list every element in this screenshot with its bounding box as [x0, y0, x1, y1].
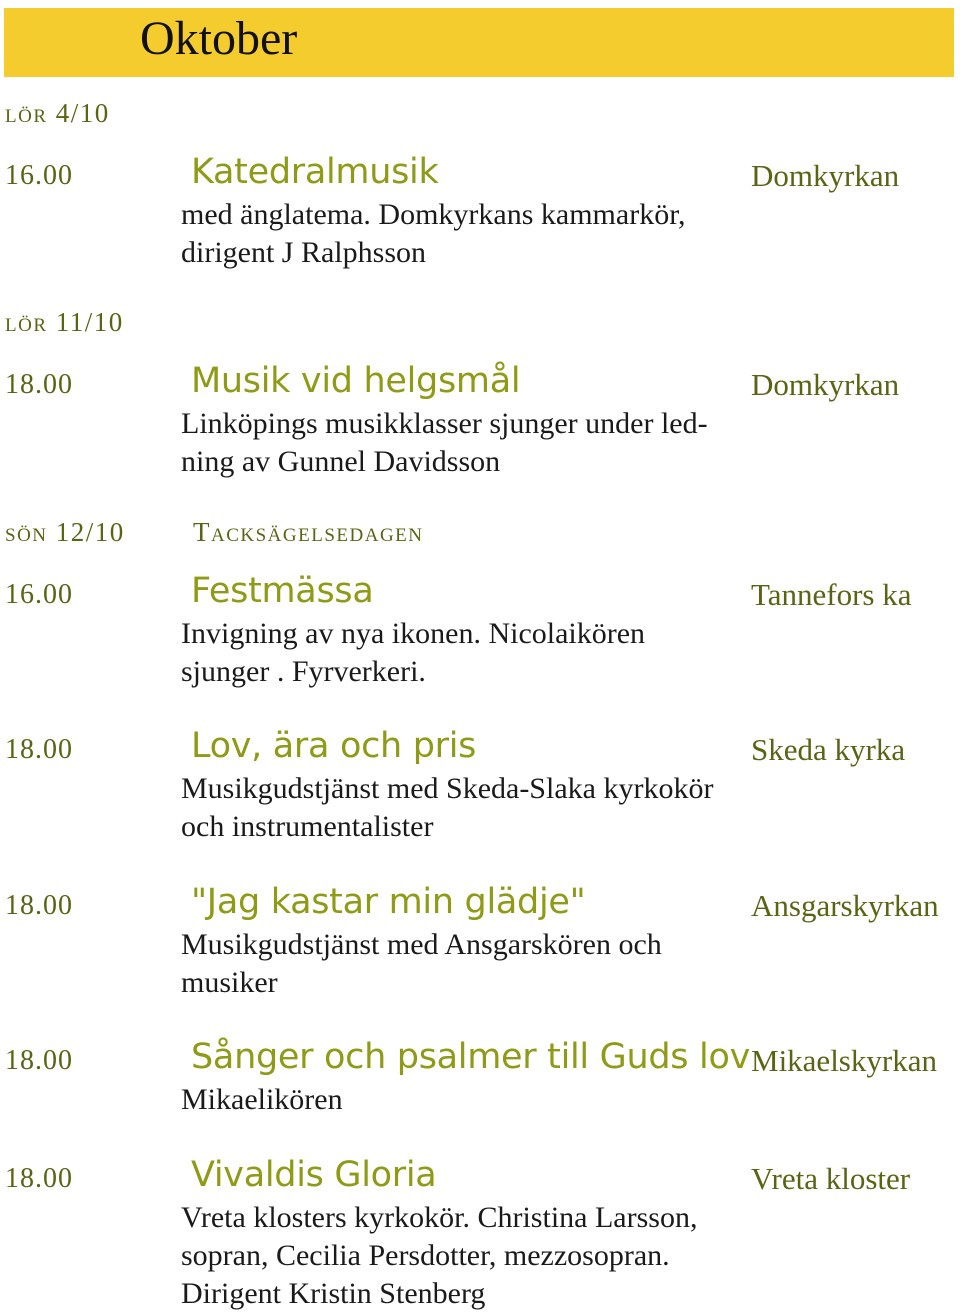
event-venue: Vreta kloster	[751, 1161, 911, 1196]
event-description	[181, 1199, 791, 1313]
description-line: Vreta klosters kyrkokör. Christina Larsson,	[181, 1201, 698, 1234]
event-description	[181, 196, 791, 272]
day-holiday: Tacksägelsedagen	[193, 517, 424, 547]
event-venue: Domkyrkan	[751, 367, 900, 402]
description-line: dirigent J Ralphsson	[181, 236, 426, 269]
description-line: Musikgudstjänst med Ansgarskören och	[181, 928, 662, 961]
day-date: sön 12/10	[5, 517, 125, 547]
event-title: Lov, ära och pris	[191, 726, 477, 766]
event-description	[181, 615, 791, 691]
event-time: 18.00	[5, 1163, 73, 1194]
description-line: ning av Gunnel Davidsson	[181, 445, 501, 478]
description-line: Dirigent Kristin Stenberg	[181, 1277, 486, 1310]
month-title: Oktober	[140, 12, 298, 65]
event-time: 18.00	[5, 1045, 73, 1076]
event-description	[181, 405, 791, 481]
description-line: musiker	[181, 966, 278, 999]
event-title: Katedralmusik	[191, 152, 439, 192]
event-description	[181, 926, 791, 1002]
event-time: 18.00	[5, 734, 73, 765]
day-date: lör 11/10	[5, 307, 124, 337]
description-line: med änglatema. Domkyrkans kammarkör,	[181, 198, 686, 231]
event-description	[181, 1081, 791, 1119]
event-time: 18.00	[5, 369, 73, 400]
event-title: Vivaldis Gloria	[191, 1155, 437, 1195]
event-title: Musik vid helgsmål	[191, 361, 521, 401]
description-line: Linköpings musikklasser sjunger under led-	[181, 407, 708, 440]
day-date: lör 4/10	[5, 98, 110, 128]
event-venue: Ansgarskyrkan	[751, 888, 939, 923]
event-venue: Mikaelskyrkan	[751, 1043, 937, 1078]
event-venue: Tannefors ka	[751, 577, 912, 612]
event-time: 16.00	[5, 579, 73, 610]
event-time: 16.00	[5, 160, 73, 191]
event-venue: Domkyrkan	[751, 158, 900, 193]
event-time: 18.00	[5, 890, 73, 921]
description-line: Mikaelikören	[181, 1083, 343, 1116]
description-line: sopran, Cecilia Persdotter, mezzosopran.	[181, 1239, 670, 1272]
description-line: Invigning av nya ikonen. Nicolaikören	[181, 617, 646, 650]
event-title: Sånger och psalmer till Guds lov	[191, 1037, 750, 1077]
event-description	[181, 770, 791, 846]
description-line: sjunger . Fyrverkeri.	[181, 655, 426, 688]
event-venue: Skeda kyrka	[751, 732, 906, 767]
event-title: "Jag kastar min glädje"	[191, 882, 586, 922]
description-line: Musikgudstjänst med Skeda-Slaka kyrkokör	[181, 772, 714, 805]
description-line: och instrumentalister	[181, 810, 434, 843]
event-title: Festmässa	[191, 571, 374, 611]
